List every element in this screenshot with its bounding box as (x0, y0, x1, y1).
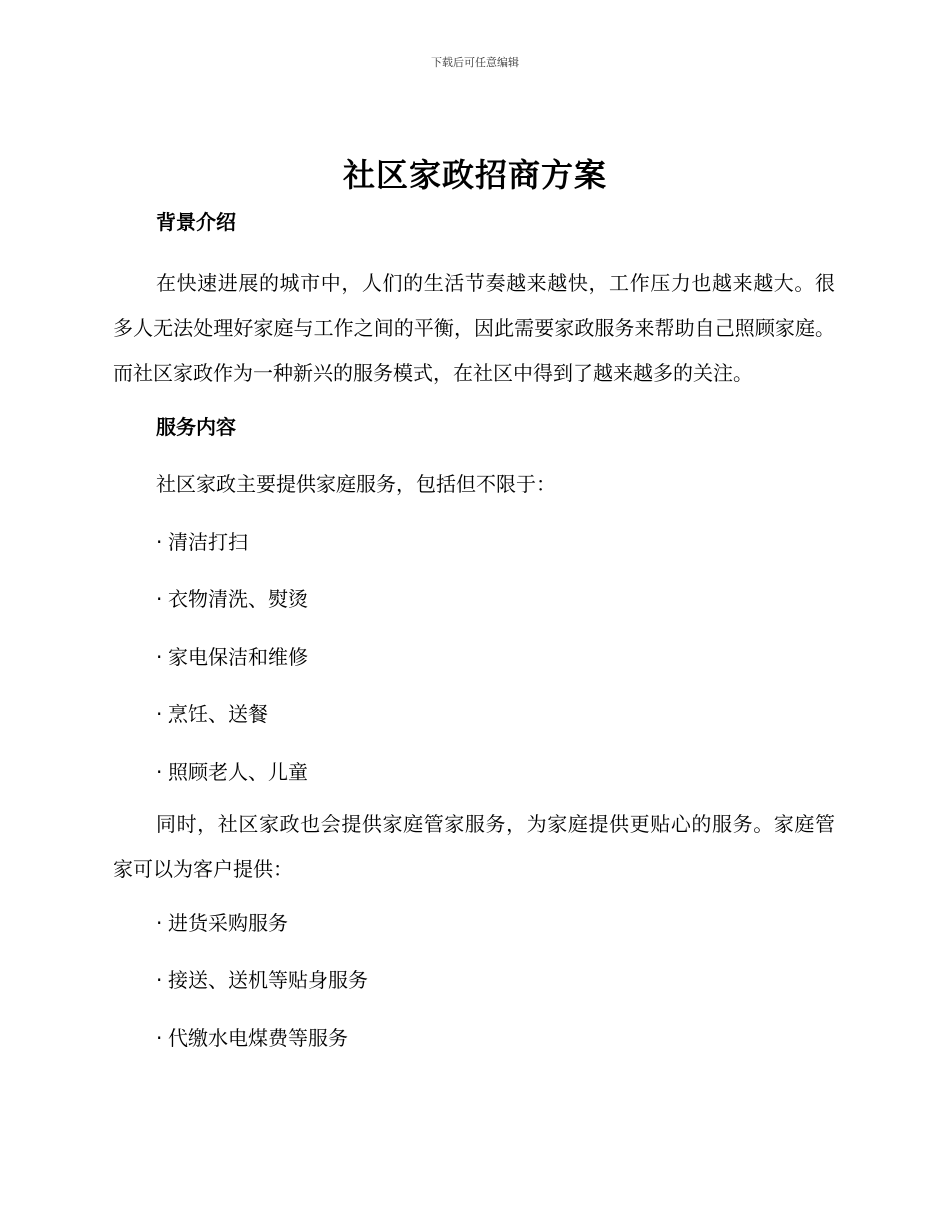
service-item: · 家电保洁和维修 (113, 639, 835, 697)
bullet-dot-icon: · (156, 587, 163, 611)
bullet-dot-icon: · (156, 968, 163, 992)
background-paragraph: 在快速进展的城市中，人们的生活节奏越来越快，工作压力也越来越大。很多人无法处理好家庭与工作之间的平衡，因此需要家政服务来帮助自己照顾家庭。而社区家政作为一种新兴的服务模式，在社区中得到了越来越多的关注。 (113, 271, 835, 385)
bullet-dot-icon: · (156, 759, 163, 784)
bullet-dot-icon: · (156, 529, 163, 554)
bullet-dot-icon: · (156, 644, 163, 669)
services-intro: 社区家政主要提供家庭服务，包括但不限于： (156, 472, 556, 496)
butler-item: · 接送、送机等贴身服务 (113, 962, 835, 1020)
service-item: · 烹饪、送餐 (113, 696, 835, 754)
butler-item: · 代缴水电煤费等服务 (113, 1020, 835, 1078)
butler-item: · 进货采购服务 (113, 905, 835, 963)
bullet-dot-icon: · (156, 1025, 163, 1050)
section-heading-services: 服务内容 (156, 415, 236, 439)
section-heading-background: 背景介绍 (156, 210, 236, 234)
bullet-dot-icon: · (156, 910, 163, 935)
document-title: 社区家政招商方案 (342, 156, 607, 194)
document-body (113, 204, 835, 1077)
service-item: · 清洁打扫 (113, 524, 835, 582)
service-item: · 衣物清洗、熨烫 (113, 581, 835, 639)
butler-intro: 同时，社区家政也会提供家庭管家服务，为家庭提供更贴心的服务。家庭管家可以为客户提供： (113, 811, 835, 881)
service-item: · 照顾老人、儿童 (113, 754, 835, 802)
bullet-dot-icon: · (156, 702, 163, 726)
header-note: 下载后可任意编辑 (431, 56, 519, 69)
